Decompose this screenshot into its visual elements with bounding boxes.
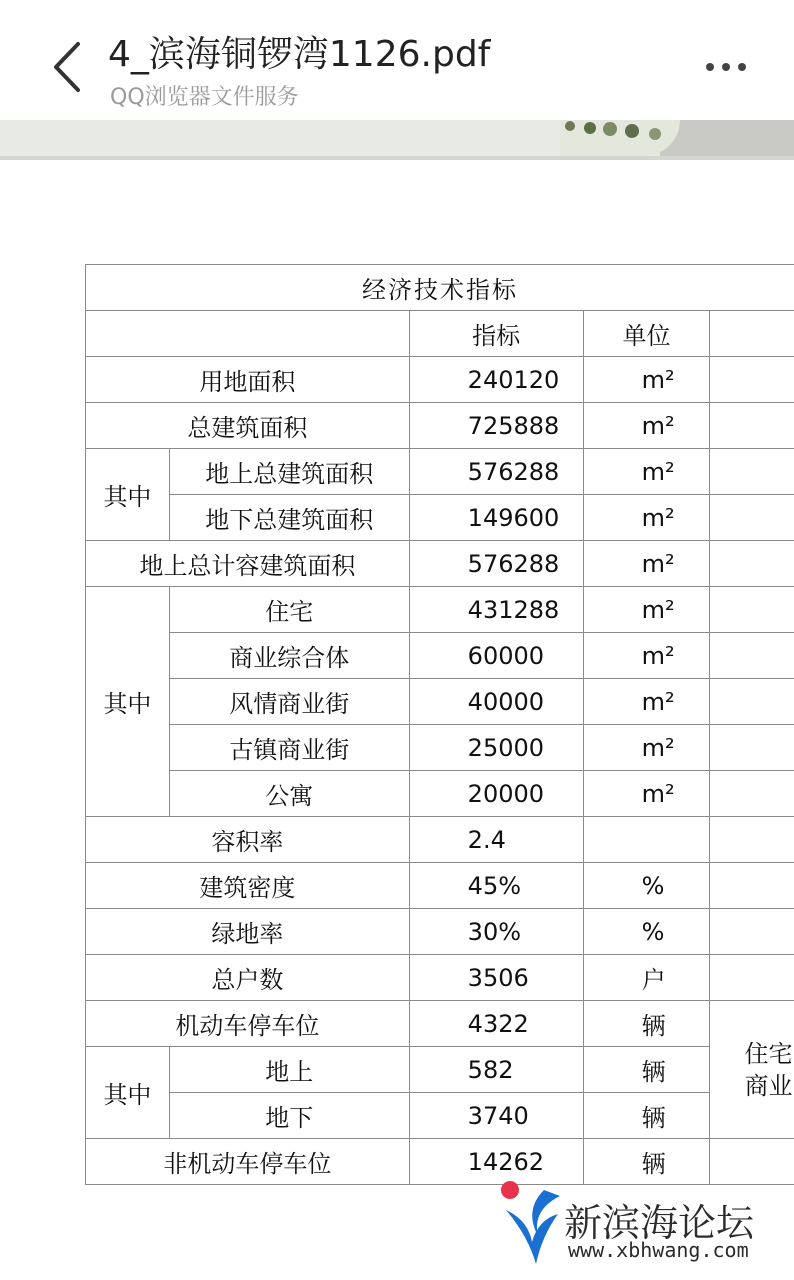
group-label: 其中 xyxy=(86,449,170,541)
table-row xyxy=(86,725,794,771)
table-title: 经济技术指标 xyxy=(86,265,794,311)
row-label: 风情商业街 xyxy=(169,679,409,725)
table-row xyxy=(86,495,794,541)
row-unit: 辆 xyxy=(583,1093,710,1139)
table-row xyxy=(86,541,794,587)
row-label: 地上 xyxy=(169,1047,409,1093)
row-value: 25000 xyxy=(409,725,583,771)
row-label: 总户数 xyxy=(86,955,410,1001)
group-label: 其中 xyxy=(86,1047,170,1139)
row-unit: 辆 xyxy=(583,1139,710,1185)
document-subtitle: QQ浏览器文件服务 xyxy=(110,85,299,110)
row-value: 576288 xyxy=(409,449,583,495)
row-value: 2.4 xyxy=(409,817,583,863)
column-header-value: 指标 xyxy=(409,311,583,357)
economic-indicators-table xyxy=(85,264,794,1185)
row-value: 4322 xyxy=(409,1001,583,1047)
extra-text-commercial: 商业 xyxy=(744,1071,793,1100)
row-label: 地上总计容建筑面积 xyxy=(86,541,410,587)
row-value: 582 xyxy=(409,1047,583,1093)
row-unit: m² xyxy=(583,449,710,495)
row-unit: % xyxy=(583,909,710,955)
table-title-row xyxy=(86,265,794,311)
table-row xyxy=(86,587,794,633)
row-unit: 辆 xyxy=(583,1047,710,1093)
table-row xyxy=(86,679,794,725)
row-label: 商业综合体 xyxy=(169,633,409,679)
row-label: 公寓 xyxy=(169,771,409,817)
row-value: 20000 xyxy=(409,771,583,817)
forum-watermark xyxy=(498,1180,794,1270)
row-unit xyxy=(583,817,710,863)
xbh-logo-icon xyxy=(498,1180,568,1270)
page-top-strip xyxy=(0,120,794,160)
row-value: 14262 xyxy=(409,1139,583,1185)
row-label: 绿地率 xyxy=(86,909,410,955)
table-row xyxy=(86,771,794,817)
column-header-unit: 单位 xyxy=(583,311,710,357)
row-value: 431288 xyxy=(409,587,583,633)
table-row xyxy=(86,357,794,403)
row-unit: m² xyxy=(583,403,710,449)
more-button[interactable] xyxy=(706,56,756,76)
row-unit: 户 xyxy=(583,955,710,1001)
row-label: 住宅 xyxy=(169,587,409,633)
row-label: 非机动车停车位 xyxy=(86,1139,410,1185)
row-value: 3506 xyxy=(409,955,583,1001)
table-row xyxy=(86,1001,794,1047)
back-button[interactable] xyxy=(48,40,88,94)
row-unit: m² xyxy=(583,541,710,587)
app-header xyxy=(0,0,794,120)
row-value: 40000 xyxy=(409,679,583,725)
row-label: 用地面积 xyxy=(86,357,410,403)
row-value: 3740 xyxy=(409,1093,583,1139)
row-label: 总建筑面积 xyxy=(86,403,410,449)
table-row xyxy=(86,1047,794,1093)
watermark-url: www.xbhwang.com xyxy=(568,1238,749,1262)
table-row xyxy=(86,955,794,1001)
table-header-row xyxy=(86,311,794,357)
row-value: 576288 xyxy=(409,541,583,587)
row-label: 地下总建筑面积 xyxy=(169,495,409,541)
table-row xyxy=(86,1093,794,1139)
table-row xyxy=(86,909,794,955)
table-row xyxy=(86,1139,794,1185)
row-unit: m² xyxy=(583,725,710,771)
row-unit: m² xyxy=(583,679,710,725)
row-value: 60000 xyxy=(409,633,583,679)
row-unit: m² xyxy=(583,633,710,679)
row-label: 机动车停车位 xyxy=(86,1001,410,1047)
extra-text-residential: 住宅 xyxy=(744,1039,793,1068)
row-unit: m² xyxy=(583,495,710,541)
row-value: 45% xyxy=(409,863,583,909)
table-row xyxy=(86,449,794,495)
row-unit: 辆 xyxy=(583,1001,710,1047)
table-row xyxy=(86,863,794,909)
row-unit: m² xyxy=(583,771,710,817)
back-chevron-icon xyxy=(48,40,88,94)
row-label: 地上总建筑面积 xyxy=(169,449,409,495)
table-row xyxy=(86,403,794,449)
row-label: 地下 xyxy=(169,1093,409,1139)
row-unit: m² xyxy=(583,357,710,403)
extra-column-cell xyxy=(710,1001,794,1139)
row-value: 725888 xyxy=(409,403,583,449)
row-unit: m² xyxy=(583,587,710,633)
row-label: 建筑密度 xyxy=(86,863,410,909)
row-label: 古镇商业街 xyxy=(169,725,409,771)
table-row xyxy=(86,817,794,863)
row-unit: % xyxy=(583,863,710,909)
row-label: 容积率 xyxy=(86,817,410,863)
row-value: 240120 xyxy=(409,357,583,403)
group-label: 其中 xyxy=(86,587,170,817)
watermark-text: 新滨海论坛 xyxy=(564,1201,755,1245)
row-value: 149600 xyxy=(409,495,583,541)
tree-decoration-icon xyxy=(560,120,680,140)
document-title: 4_滨海铜锣湾1126.pdf xyxy=(108,34,491,75)
row-value: 30% xyxy=(409,909,583,955)
table-row xyxy=(86,633,794,679)
more-dots-icon xyxy=(706,63,714,71)
